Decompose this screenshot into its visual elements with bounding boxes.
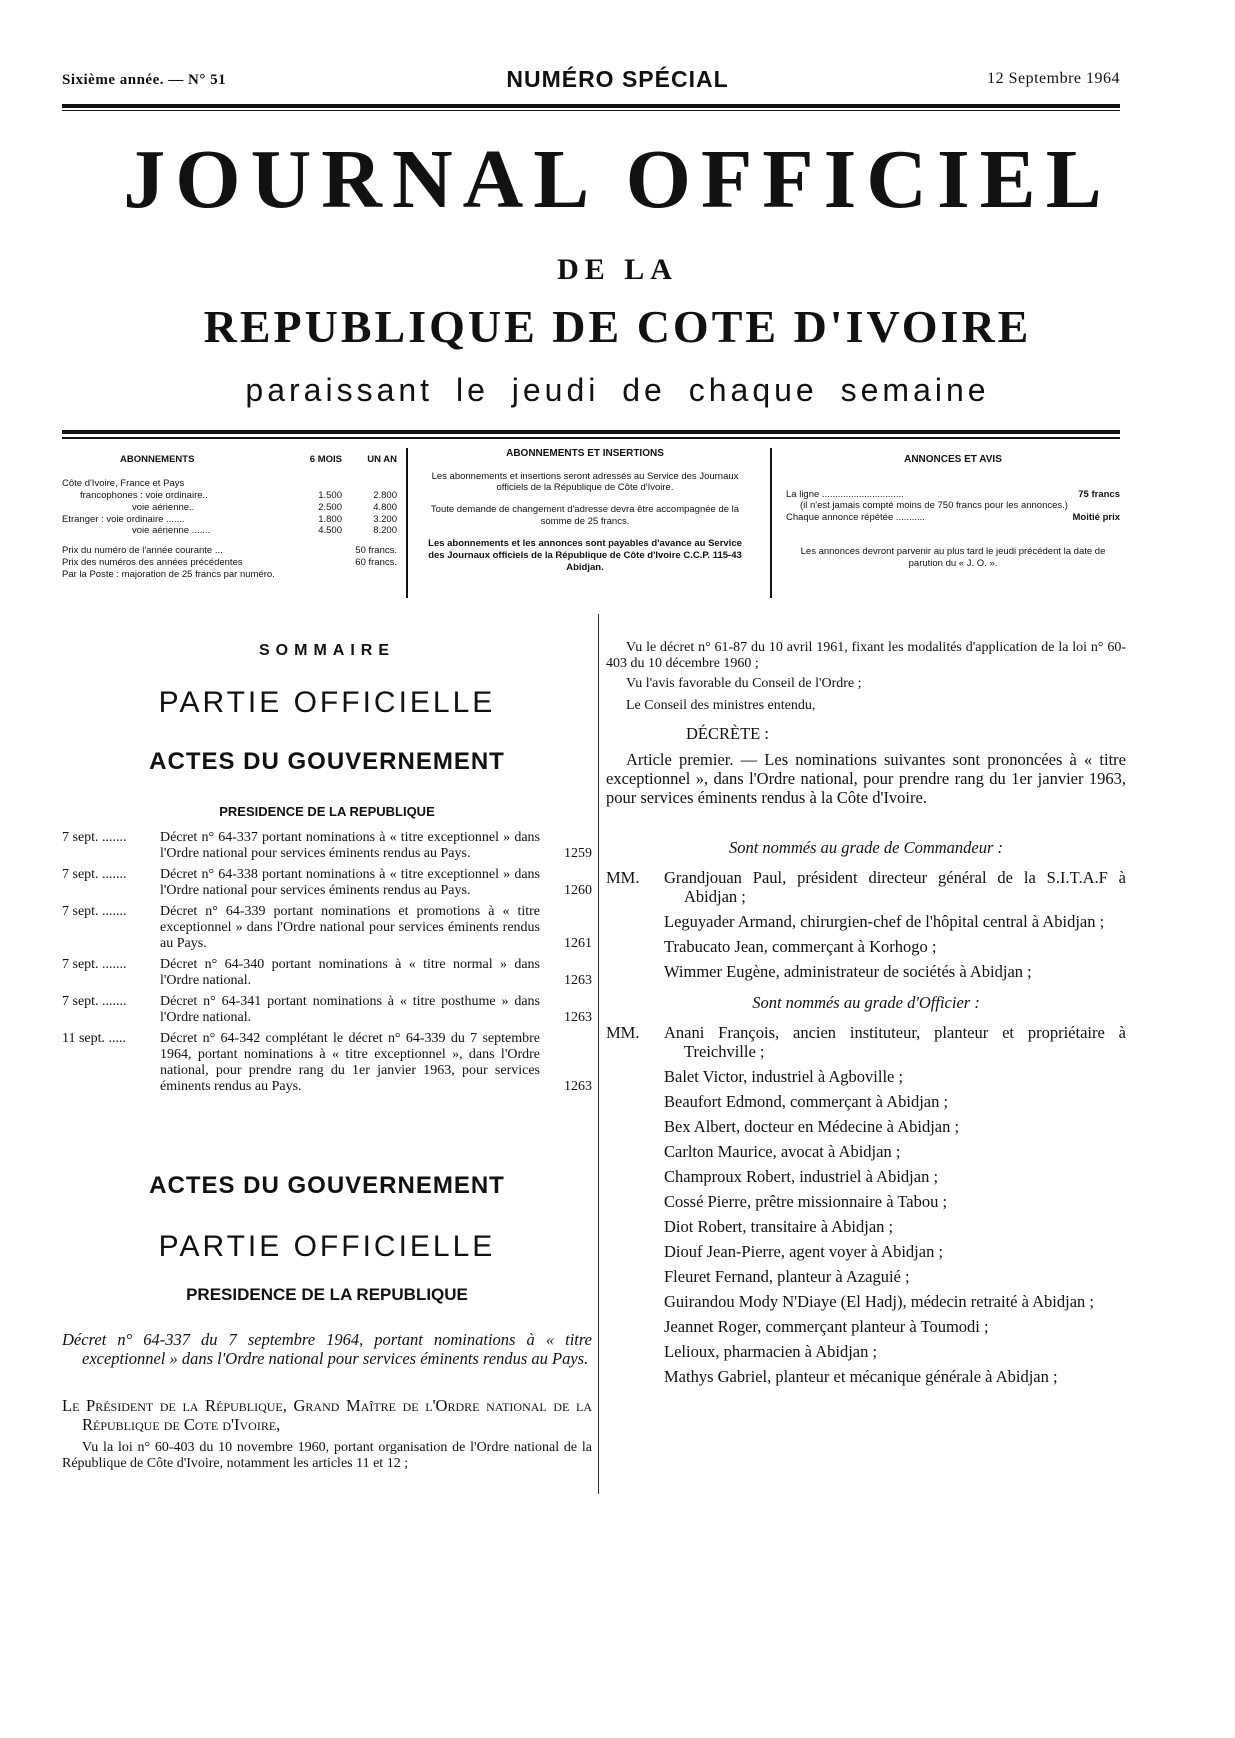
nominee-prefix: MM.	[606, 1023, 640, 1042]
nominee-name: Anani François, ancien instituteur, planteur et propriétaire à Treichville ;	[664, 1023, 1126, 1061]
nominee-prefix: MM.	[606, 868, 640, 887]
nominee-row	[606, 912, 1126, 931]
nominee-row	[606, 962, 1126, 981]
nominee-row	[606, 1092, 1126, 1111]
nominee-name: Beaufort Edmond, commerçant à Abidjan ;	[664, 1092, 949, 1111]
nominee-name: Wimmer Eugène, administrateur de sociétés à Abidjan ;	[664, 962, 1032, 981]
nominee-text	[664, 1192, 1126, 1211]
nominee-prefix	[606, 1267, 664, 1286]
price-line	[62, 545, 397, 557]
vu-decret: Vu le décret n° 61-87 du 10 avril 1961, fixant les modalités d'application de la loi n° 60-403 du 10 décembre 1960 ;	[606, 640, 1126, 671]
nominee-name: Jeannet Roger, commerçant planteur à Toumodi ;	[664, 1317, 989, 1336]
nominee-prefix	[606, 1192, 664, 1211]
body-actes-gouvernement: ACTES DU GOUVERNEMENT	[149, 1172, 505, 1199]
abonnement-row	[62, 502, 397, 514]
toc-date: 11 sept. .....	[62, 1031, 127, 1046]
nominee-prefix	[606, 1067, 664, 1086]
ligne-note: (il n'est jamais compté moins de 750 francs pour les annonces.)	[800, 500, 1068, 512]
toc-entry	[62, 904, 592, 952]
nominee-name: Bex Albert, docteur en Médecine à Abidjan ;	[664, 1117, 960, 1136]
nominee-prefix	[606, 1367, 664, 1386]
annonces-note: Les annonces devront parvenir au plus tard le jeudi précédent la date de parution du « J. O. ».	[800, 546, 1106, 569]
box-divider-1	[406, 448, 408, 598]
nominee-name: Guirandou Mody N'Diaye (El Hadj), médecin retraité à Abidjan ;	[664, 1292, 1095, 1311]
price-label: Par la Poste : majoration de 25 francs par numéro.	[62, 569, 275, 580]
abonnement-an: 2.800	[373, 489, 397, 501]
toc-page-number: 1259	[564, 846, 592, 861]
annonces-heading: ANNONCES ET AVIS	[904, 454, 1002, 465]
nominee-row	[606, 1142, 1126, 1161]
nominee-prefix	[606, 1217, 664, 1236]
insertions-p1: Les abonnements et insertions seront adressés au Service des Journaux officiels de la République de Côte d'Ivoire.	[431, 470, 739, 494]
insertions-heading: ABONNEMENTS ET INSERTIONS	[506, 448, 664, 459]
col-6mois: 6 MOIS	[309, 454, 342, 465]
abonnements-box	[62, 448, 397, 600]
nominee-name: Mathys Gabriel, planteur et mécanique générale à Abidjan ;	[664, 1367, 1058, 1386]
republic-title: REPUBLIQUE DE COTE D'IVOIRE	[203, 301, 1032, 352]
president-line: Le Président de la République, Grand Maître de l'Ordre national de la République de Cote d'Ivoire,	[62, 1396, 592, 1434]
nominee-name: Trabucato Jean, commerçant à Korhogo ;	[664, 937, 937, 956]
nominee-text	[664, 1142, 1126, 1161]
journal-title: JOURNAL OFFICIEL	[123, 133, 1112, 226]
toc-text: Décret n° 64-337 portant nominations à « titre exceptionnel » dans l'Ordre national pour services éminents rendus au Pays.	[160, 830, 540, 861]
nominee-text	[664, 1217, 1126, 1236]
annonces-box	[786, 448, 1120, 600]
nominee-text	[664, 1117, 1126, 1136]
publication-frequency: paraissant le jeudi de chaque semaine	[245, 372, 990, 408]
abonnement-row	[62, 514, 397, 526]
nominee-text	[664, 868, 1126, 906]
price-value: 60 francs.	[355, 557, 397, 569]
abonnements-table	[62, 478, 397, 537]
sommaire-actes-gouvernement: ACTES DU GOUVERNEMENT	[149, 748, 505, 775]
abonnement-an: 8.200	[373, 525, 397, 537]
nominee-prefix	[606, 1167, 664, 1186]
toc-entry	[62, 867, 592, 899]
nominee-row	[606, 1167, 1126, 1186]
nominee-text	[664, 1067, 1126, 1086]
nominee-row	[606, 868, 1126, 906]
toc-entry	[62, 830, 592, 862]
abonnement-label: Côte d'Ivoire, France et Pays	[62, 477, 185, 489]
nominee-name: Diouf Jean-Pierre, agent voyer à Abidjan ;	[664, 1242, 944, 1261]
vu-avis: Vu l'avis favorable du Conseil de l'Ordre ;	[626, 676, 862, 691]
toc-date: 7 sept. .......	[62, 957, 127, 972]
nominee-name: Cossé Pierre, prêtre missionnaire à Tabou ;	[664, 1192, 948, 1211]
nominee-row	[606, 1242, 1126, 1261]
nominee-text	[664, 1342, 1126, 1361]
abonnement-row	[62, 478, 397, 490]
toc-page-number: 1263	[564, 973, 592, 988]
abonnement-label: francophones : voie ordinaire..	[80, 489, 208, 501]
toc-text: Décret n° 64-339 portant nominations et promotions à « titre exceptionnel » dans l'Ordre national pour services éminents rendus au Pays.	[160, 904, 540, 951]
toc-date: 7 sept. .......	[62, 867, 127, 882]
nominee-text	[664, 1242, 1126, 1261]
issue-number: Sixième année. — N° 51	[62, 72, 227, 88]
repete-label: Chaque annonce répétée ...........	[786, 512, 925, 524]
price-line	[62, 569, 397, 581]
nominee-row	[606, 1267, 1126, 1286]
toc-entry	[62, 1031, 592, 1095]
toc-page-number: 1260	[564, 883, 592, 898]
nominee-row	[606, 1292, 1126, 1311]
column-divider	[598, 614, 599, 1494]
abonnement-6mois: 1.800	[318, 513, 342, 525]
insertions-box	[420, 448, 750, 600]
nominee-row	[606, 1023, 1126, 1061]
header-rule	[62, 104, 1120, 108]
abonnement-an	[342, 478, 397, 490]
nominee-name: Balet Victor, industriel à Agboville ;	[664, 1067, 904, 1086]
ligne-label: La ligne ...............................	[786, 488, 904, 500]
nominee-name: Grandjouan Paul, président directeur général de la S.I.T.A.F à Abidjan ;	[664, 868, 1126, 906]
edition-label: NUMÉRO SPÉCIAL	[506, 66, 729, 92]
conseil-entendu: Le Conseil des ministres entendu,	[626, 698, 816, 713]
nominee-row	[606, 1117, 1126, 1136]
nominee-text	[664, 1092, 1126, 1111]
nominee-row	[606, 1192, 1126, 1211]
toc-text: Décret n° 64-340 portant nominations à « titre normal » dans l'Ordre national.	[160, 957, 540, 988]
nominee-name: Diot Robert, transitaire à Abidjan ;	[664, 1217, 894, 1236]
toc-entry	[62, 994, 592, 1026]
decret-title: Décret n° 64-337 du 7 septembre 1964, portant nominations à « titre exceptionnel » dans l'Ordre national pour services éminents rendus au Pays.	[62, 1330, 592, 1368]
toc-text: Décret n° 64-342 complétant le décret n° 64-339 du 7 septembre 1964, portant nominations à « titre exceptionnel », dans l'Ordre national, pour prendre rang du 1er janvier 1963, pour services éminents rendus au Pays.	[160, 1031, 540, 1094]
nominee-prefix	[606, 1117, 664, 1136]
nominee-name: Fleuret Fernand, planteur à Azaguié ;	[664, 1267, 910, 1286]
nominee-row	[606, 1367, 1126, 1386]
abonnement-6mois: 4.500	[318, 525, 342, 537]
sommaire-partie-officielle: PARTIE OFFICIELLE	[158, 686, 496, 719]
body-presidence: PRESIDENCE DE LA REPUBLIQUE	[186, 1285, 468, 1304]
abonnement-label: voie aérienne .......	[132, 525, 211, 537]
nominee-text	[664, 1317, 1126, 1336]
abonnement-row	[62, 525, 397, 537]
nominee-text	[664, 962, 1126, 981]
nominee-row	[606, 1067, 1126, 1086]
nominations-list	[606, 838, 1126, 1392]
abonnement-label: Etranger : voie ordinaire .......	[62, 513, 185, 525]
price-value: 50 francs.	[355, 545, 397, 557]
nominee-prefix	[606, 1292, 664, 1311]
nominee-prefix	[606, 937, 664, 956]
nominee-prefix	[606, 1342, 664, 1361]
nominee-prefix	[606, 1317, 664, 1336]
nominee-prefix	[606, 1142, 664, 1161]
ligne-value: 75 francs	[1078, 488, 1120, 500]
nominee-name: Champroux Robert, industriel à Abidjan ;	[664, 1167, 939, 1186]
nominee-prefix	[606, 1242, 664, 1261]
sommaire-presidence: PRESIDENCE DE LA REPUBLIQUE	[219, 804, 435, 819]
sommaire-heading: SOMMAIRE	[259, 642, 395, 659]
nominee-text	[664, 1023, 1126, 1061]
abonnement-6mois	[287, 478, 342, 490]
nominee-row	[606, 1317, 1126, 1336]
header-rule-thin	[62, 110, 1120, 111]
abonnement-label: voie aérienne..	[132, 501, 195, 513]
col-an: UN AN	[367, 454, 397, 465]
nominee-row	[606, 937, 1126, 956]
insertions-p2: Toute demande de changement d'adresse devra être accompagnée de la somme de 25 francs.	[430, 504, 740, 528]
abonnement-6mois: 2.500	[318, 501, 342, 513]
nominee-text	[664, 1367, 1126, 1386]
nominee-text	[664, 1292, 1126, 1311]
toc-page-number: 1263	[564, 1010, 592, 1025]
toc-page-number: 1263	[564, 1079, 592, 1094]
issue-date: 12 Septembre 1964	[987, 70, 1120, 87]
toc-text: Décret n° 64-341 portant nominations à « titre posthume » dans l'Ordre national.	[160, 994, 540, 1025]
commandeurs-list	[606, 868, 1126, 981]
abonnement-an: 4.800	[373, 501, 397, 513]
toc-date: 7 sept. .......	[62, 994, 127, 1009]
abonnement-an: 3.200	[373, 513, 397, 525]
nominee-name: Leguyader Armand, chirurgien-chef de l'hôpital central à Abidjan ;	[664, 912, 1105, 931]
decrete-label: DÉCRÈTE :	[686, 724, 769, 743]
nominee-prefix	[606, 1092, 664, 1111]
nominee-text	[664, 912, 1126, 931]
grade-commandeur: Sont nommés au grade de Commandeur :	[728, 838, 1004, 857]
nominee-text	[664, 1167, 1126, 1186]
nominee-name: Carlton Maurice, avocat à Abidjan ;	[664, 1142, 901, 1161]
officiers-list	[606, 1023, 1126, 1386]
abonnements-heading: ABONNEMENTS	[120, 454, 195, 465]
nominee-text	[664, 1267, 1126, 1286]
masthead-rule	[62, 430, 1120, 434]
nominee-name: Lelioux, pharmacien à Abidjan ;	[664, 1342, 878, 1361]
price-label: Prix des numéros des années précédentes	[62, 557, 243, 569]
repete-value: Moitié prix	[1072, 512, 1120, 524]
insertions-p3: Les abonnements et les annonces sont payables d'avance au Service des Journaux officiels de la République de Côte d'Ivoire C.C.P. 115-43 Abidjan.	[428, 538, 742, 573]
body-partie-officielle: PARTIE OFFICIELLE	[158, 1230, 496, 1263]
nominee-prefix	[606, 912, 664, 931]
box-divider-2	[770, 448, 772, 598]
nominee-text	[664, 937, 1126, 956]
toc-entry	[62, 957, 592, 989]
abonnement-6mois: 1.500	[318, 489, 342, 501]
toc-date: 7 sept. .......	[62, 904, 127, 919]
article-premier: Article premier. — Les nominations suivantes sont prononcées à « titre exceptionnel », dans l'Ordre national, pour prendre rang du 1er janvier 1963, pour services éminents rendus à la Côte d'Ivoire.	[606, 750, 1126, 807]
price-line	[62, 557, 397, 569]
sommaire-toc	[62, 830, 592, 1100]
title-de-la: DE LA	[557, 253, 678, 286]
masthead-rule-thin	[62, 437, 1120, 439]
nominee-row	[606, 1342, 1126, 1361]
toc-page-number: 1261	[564, 936, 592, 951]
price-lines	[62, 545, 397, 581]
toc-text: Décret n° 64-338 portant nominations à « titre exceptionnel » dans l'Ordre national pour services éminents rendus au Pays.	[160, 867, 540, 898]
nominee-row	[606, 1217, 1126, 1236]
vu-loi: Vu la loi n° 60-403 du 10 novembre 1960, portant organisation de l'Ordre national de la République de Côte d'Ivoire, notamment les articles 11 et 12 ;	[62, 1440, 592, 1471]
grade-officier: Sont nommés au grade d'Officier :	[752, 993, 980, 1012]
abonnement-row	[62, 490, 397, 502]
nominee-prefix	[606, 962, 664, 981]
price-label: Prix du numéro de l'année courante ...	[62, 545, 223, 557]
toc-date: 7 sept. .......	[62, 830, 127, 845]
